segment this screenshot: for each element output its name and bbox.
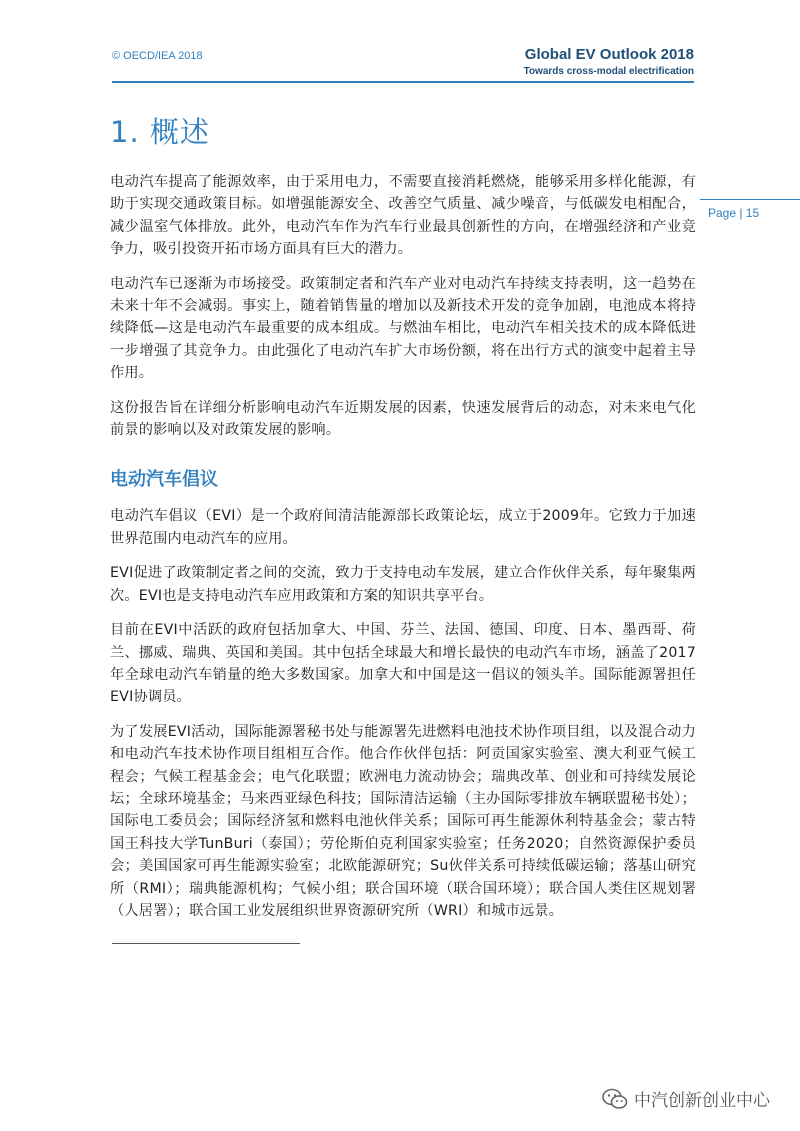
report-subtitle: Towards cross-modal electrification	[523, 66, 694, 77]
section-title: 1. 概述	[110, 115, 210, 149]
subsection-paragraph: 电动汽车倡议（EVI）是一个政府间清洁能源部长政策论坛，成立于2009年。它致力于加速世界范围内电动汽车的应用。	[110, 508, 696, 547]
main-content	[110, 110, 696, 934]
footnote-divider	[112, 943, 300, 944]
watermark	[602, 1086, 770, 1111]
section-paragraph: 电动汽车提高了能源效率，由于采用电力，不需要直接消耗燃烧，能够采用多样化能源，有助于实现交通政策目标。如增强能源安全、改善空气质量、减少噪音，与低碳发电相配合，减少温室气体排放。此外，电动汽车作为汽车行业最具创新性的方向，在增强经济和产业竞争力，吸引投资开拓市场方面具有巨大的潜力。	[110, 174, 696, 258]
subsection-paragraph: 目前在EVI中活跃的政府包括加拿大、中国、芬兰、法国、德国、印度、日本、墨西哥、荷兰、挪威、瑞典、英国和美国。其中包括全球最大和增长最快的电动汽车市场，涵盖了2017年全球电动汽车销量的绝大多数国家。加拿大和中国是这一倡议的领头羊。国际能源署担任EVI协调员。	[110, 622, 696, 706]
section-paragraph: 电动汽车已逐渐为市场接受。政策制定者和汽车产业对电动汽车持续支持表明，这一趋势在未来十年不会减弱。事实上，随着销售量的增加以及新技术开发的竞争加剧，电池成本将持续降低—这是电动汽车最重要的成本组成。与燃油车相比，电动汽车相关技术的成本降低进一步增强了其竞争力。由此强化了电动汽车扩大市场份额，将在出行方式的演变中起着主导作用。	[110, 275, 696, 382]
copyright-notice: © OECD/IEA 2018	[112, 50, 203, 62]
watermark-text: 中汽创新创业中心	[634, 1091, 770, 1111]
page-number: Page | 15	[708, 206, 760, 220]
header-divider	[112, 81, 694, 83]
subsection-paragraph: 为了发展EVI活动，国际能源署秘书处与能源署先进燃料电池技术协作项目组，以及混合动力和电动汽车技术协作项目组相互合作。他合作伙伴包括：阿贡国家实验室、澳大利亚气候工程会；气候工程基金会；电气化联盟；欧洲电力流动协会；瑞典改革、创业和可持续发展论坛；全球环境基金；马来西亚绿色科技；国际清洁运输（主办国际零排放车辆联盟秘书处）；国际电工委员会；国际经济氢和燃料电池伙伴关系；国际可再生能源休利特基金会；蒙古特国王科技大学TunBuri（泰国）；劳伦斯伯克利国家实验室；任务2020；自然资源保护委员会；美国国家可再生能源实验室；北欧能源研究；Su伙伴关系可持续低碳运输；落基山研究所（RMI）；瑞典能源机构；气候小组；联合国环境（联合国环境）；联合国人类住区规划署（人居署）；联合国工业发展组织世界资源研究所（WRI）和城市远景。	[110, 723, 696, 919]
subsection-paragraph: EVI促进了政策制定者之间的交流，致力于支持电动车发展，建立合作伙伴关系，每年聚集两次。EVI也是支持电动汽车应用政策和方案的知识共享平台。	[110, 565, 696, 604]
wechat-icon	[602, 1088, 628, 1110]
report-title: Global EV Outlook 2018	[524, 46, 694, 63]
subsection-title: 电动汽车倡议	[110, 469, 218, 491]
page-number-divider	[700, 199, 800, 200]
section-paragraph: 这份报告旨在详细分析影响电动汽车近期发展的因素，快速发展背后的动态，对未来电气化前景的影响以及对政策发展的影响。	[110, 399, 696, 439]
